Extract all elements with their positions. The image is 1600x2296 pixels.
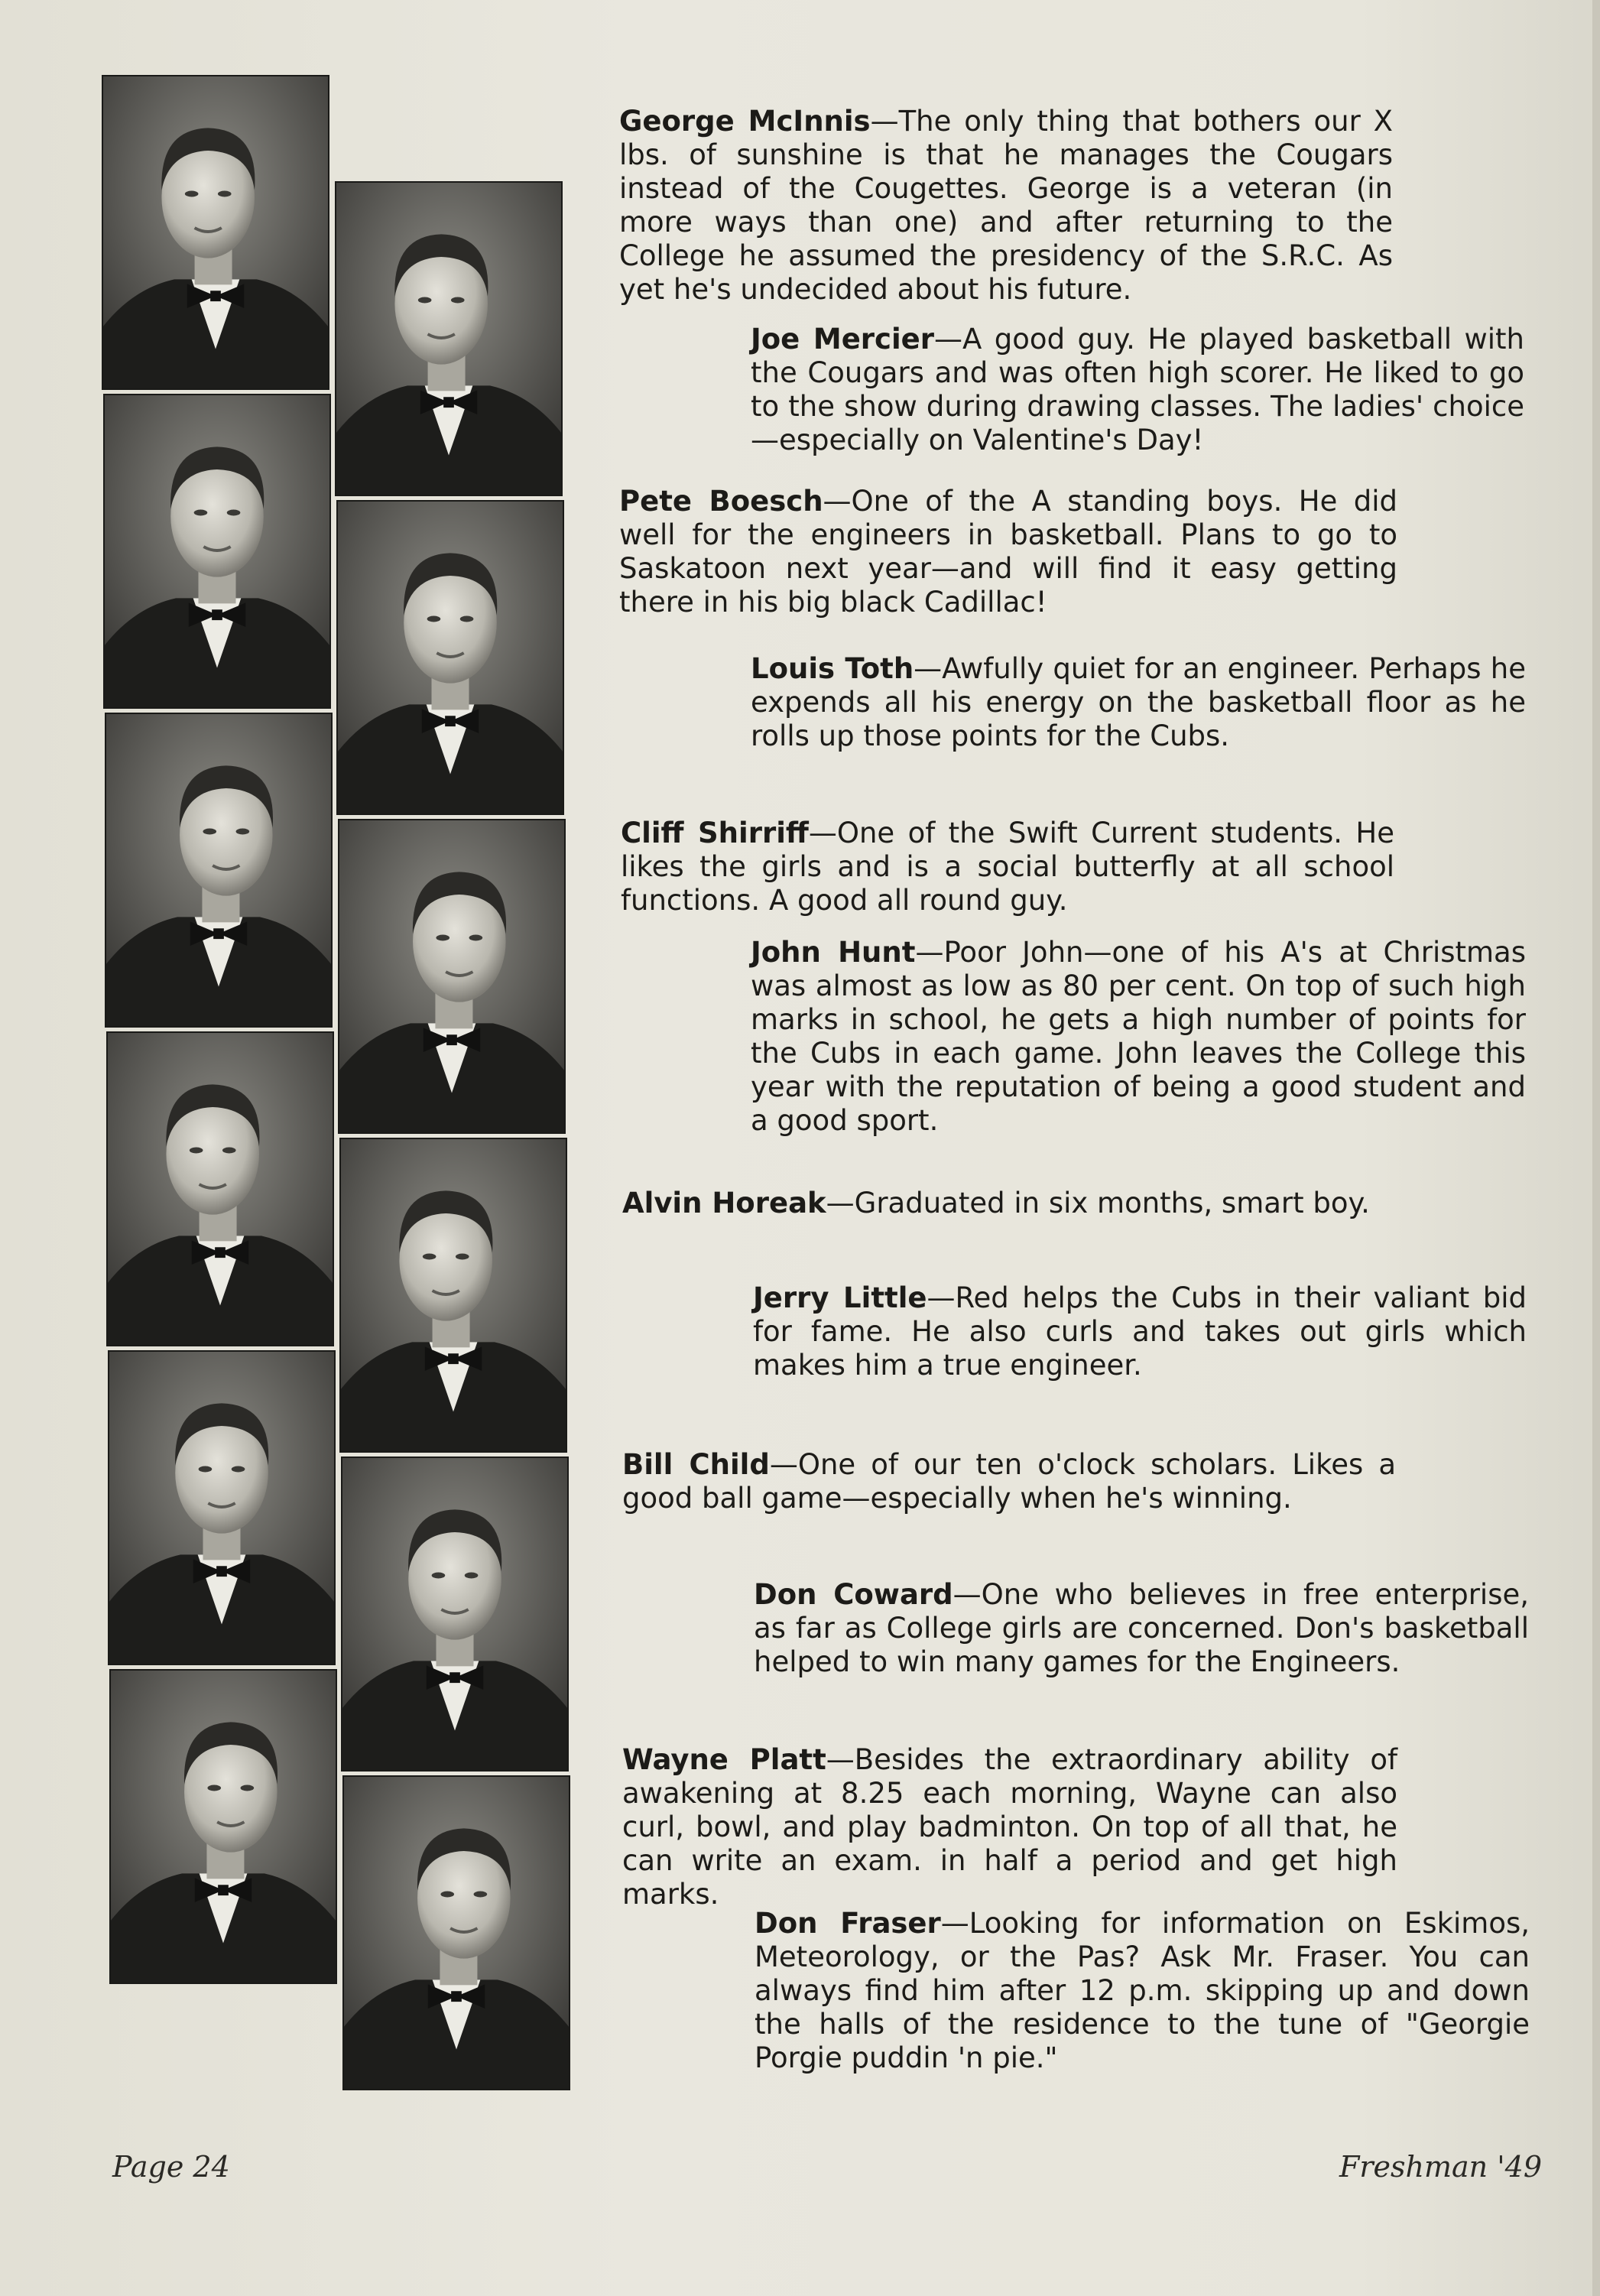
entry-text: Graduated in six months, smart boy. <box>854 1187 1370 1219</box>
entry-dash: — <box>870 105 899 138</box>
entry-text: Looking for information on Eskimos, Meteorology, or the Pas? Ask Mr. Fraser. You can always find him after 12 p.m. skipping up and down the halls of the residence to the tune of "Georgie Porgie puddin 'n pie." <box>755 1907 1530 2074</box>
entry-wayne-platt <box>622 1743 1397 1911</box>
bow-tie-knot <box>445 716 456 726</box>
entry-don-fraser <box>755 1907 1530 2075</box>
entry-joe-mercier <box>751 323 1524 457</box>
entry-text: A good guy. He played basketball with the Cougars and was often high scorer. He liked to go to the show during drawing classes. The ladies' choice—especially on Valentine's Day! <box>751 323 1525 456</box>
entry-text: The only thing that bothers our X lbs. of sunshine is that he manages the Cougars instead of the Cougettes. George is a veteran (in more ways than one) and after returning to the College he assumed the presidency of the S.R.C. As yet he's undecided about his future. <box>619 105 1393 306</box>
right-eye <box>465 1573 479 1579</box>
portrait-don-coward <box>341 1457 569 1772</box>
entry-name: Louis Toth <box>751 652 914 685</box>
portrait-bill-child <box>108 1350 336 1665</box>
bow-tie-knot <box>218 1885 229 1895</box>
entry-pete-boesch <box>619 485 1397 619</box>
entry-louis-toth <box>751 652 1526 753</box>
entry-dash: — <box>826 1187 855 1219</box>
entry-george-mcinnis <box>619 105 1393 307</box>
entry-cliff-shirriff <box>621 817 1394 917</box>
portrait-joe-mercier <box>335 181 563 496</box>
bow-tie-knot <box>216 1566 227 1577</box>
left-eye <box>436 935 449 941</box>
bow-tie-knot <box>451 1991 462 2002</box>
right-eye <box>474 1892 488 1898</box>
left-eye <box>185 191 199 197</box>
portrait-don-fraser <box>342 1775 570 2090</box>
bow-tie-knot <box>446 1034 457 1045</box>
entry-name: Wayne Platt <box>622 1743 826 1776</box>
portrait-george-mcinnis <box>102 75 329 390</box>
portrait-cliff-shirriff <box>105 713 333 1028</box>
right-eye <box>456 1254 469 1260</box>
right-eye <box>469 935 483 941</box>
entry-bill-child <box>622 1448 1396 1515</box>
entry-don-coward <box>754 1578 1529 1679</box>
left-eye <box>194 510 208 516</box>
bow-tie-knot <box>210 291 221 301</box>
entry-text: One who believes in free enterprise, as far as College girls are concerned. Don's basketball helped to win many games for the Engineers. <box>754 1578 1529 1678</box>
entry-dash: — <box>826 1743 855 1776</box>
entry-name: Pete Boesch <box>619 485 823 518</box>
entry-name: Cliff Shirriff <box>621 817 809 849</box>
entry-dash: — <box>769 1448 798 1481</box>
bow-tie-knot <box>449 1672 460 1683</box>
page-number: Page 24 <box>112 2150 230 2184</box>
entry-name: Alvin Horeak <box>622 1187 826 1219</box>
bow-tie-knot <box>215 1247 226 1258</box>
entry-text: One of the Swift Current students. He likes the girls and is a social butterfly at all school functions. A good all round guy. <box>621 817 1395 917</box>
entry-text: One of our ten o'clock scholars. Likes a good ball game—especially when he's winning. <box>622 1448 1397 1515</box>
right-eye <box>460 616 474 622</box>
entry-name: Don Coward <box>754 1578 953 1611</box>
left-eye <box>440 1892 454 1898</box>
bow-tie-knot <box>213 928 224 939</box>
entry-john-hunt <box>751 936 1526 1138</box>
entry-dash: — <box>914 652 943 685</box>
page-edge <box>1592 0 1600 2296</box>
portrait-louis-toth <box>336 500 564 815</box>
entry-dash: — <box>940 1907 969 1940</box>
entry-jerry-little <box>753 1281 1527 1382</box>
left-eye <box>199 1466 213 1473</box>
portrait-pete-boesch <box>103 394 331 709</box>
entry-dash: — <box>823 485 852 518</box>
left-eye <box>423 1254 437 1260</box>
entry-name: Don Fraser <box>755 1907 941 1940</box>
entry-name: Bill Child <box>622 1448 770 1481</box>
entry-dash: — <box>915 936 944 969</box>
entry-text: One of the A standing boys. He did well for the engineers in basketball. Plans to go to Saskatoon next year—and will find it easy getting there in his big black Cadillac! <box>619 485 1397 619</box>
entry-dash: — <box>808 817 837 849</box>
left-eye <box>207 1785 221 1791</box>
right-eye <box>451 297 465 304</box>
bow-tie-knot <box>443 397 454 408</box>
portrait-john-hunt <box>338 819 566 1134</box>
entry-text: Besides the extraordinary ability of awakening at 8.25 each morning, Wayne can also curl, bowl, and play badminton. On top of all that, he can write an exam. in half a period and get high marks. <box>622 1743 1397 1911</box>
entry-alvin-horeak <box>622 1187 1396 1220</box>
publication-title: Freshman '49 <box>1339 2150 1543 2184</box>
entry-name: George McInnis <box>619 105 871 138</box>
entry-dash: — <box>953 1578 982 1611</box>
entry-dash: — <box>934 323 963 356</box>
entry-name: John Hunt <box>751 936 916 969</box>
portrait-jerry-little <box>339 1138 567 1453</box>
portrait-alvin-horeak <box>106 1031 334 1346</box>
entry-name: Joe Mercier <box>751 323 935 356</box>
left-eye <box>418 297 432 304</box>
bow-tie-knot <box>212 609 222 620</box>
right-eye <box>241 1785 255 1791</box>
right-eye <box>236 829 250 835</box>
left-eye <box>203 829 216 835</box>
right-eye <box>227 510 241 516</box>
right-eye <box>232 1466 245 1473</box>
left-eye <box>432 1573 446 1579</box>
entry-name: Jerry Little <box>753 1281 927 1314</box>
bow-tie-knot <box>448 1353 459 1364</box>
right-eye <box>218 191 232 197</box>
entry-text: Poor John—one of his A's at Christmas was almost as low as 80 per cent. On top of such high marks in school, he gets a high number of points for the Cubs in each game. John leaves the College this year with the reputation of being a good student and a good sport. <box>751 936 1526 1137</box>
left-eye <box>190 1148 203 1154</box>
entry-text: Red helps the Cubs in their valiant bid for fame. He also curls and takes out girls which makes him a true engineer. <box>753 1281 1527 1382</box>
left-eye <box>427 616 441 622</box>
right-eye <box>222 1148 236 1154</box>
entry-text: Awfully quiet for an engineer. Perhaps he expends all his energy on the basketball floor as he rolls up those points for the Cubs. <box>751 652 1526 752</box>
entry-dash: — <box>927 1281 956 1314</box>
portrait-wayne-platt <box>109 1669 337 1984</box>
